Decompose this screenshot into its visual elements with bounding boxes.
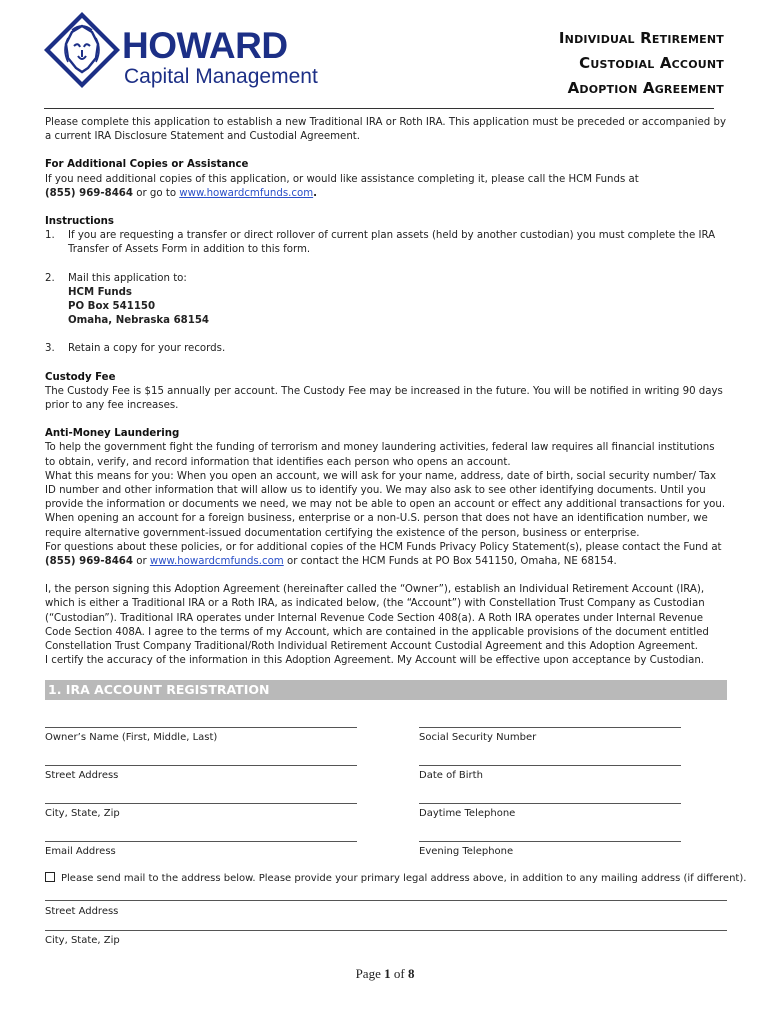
ssn-field[interactable] xyxy=(419,727,681,743)
title-line: Custodial Account xyxy=(579,54,724,72)
document-title xyxy=(559,26,724,101)
field-label: Street Address xyxy=(45,770,119,781)
page-number: Page 1 of 8 xyxy=(355,966,415,981)
mail-address-checkbox[interactable] xyxy=(45,872,55,882)
section-header: 1. IRA ACCOUNT REGISTRATION xyxy=(45,680,727,700)
phone-number: (855) 969-8464 xyxy=(45,556,133,568)
brand-subtitle: Capital Management xyxy=(124,65,318,88)
field-label: Street Address xyxy=(45,906,119,917)
assistance-heading: For Additional Copies or Assistance xyxy=(45,159,249,171)
instructions-list xyxy=(45,229,727,356)
list-item: 1. If you are requesting a transfer or direct rollover of current plan assets (held by another custodian) you must complete the IRA Transfer of Assets Form in addition to this form. xyxy=(45,230,716,256)
field-label: Daytime Telephone xyxy=(419,808,516,819)
checkbox-label: Please send mail to the address below. Please provide your primary legal address above, in addition to any mailing address (if different). xyxy=(61,873,747,884)
aml-paragraph: For questions about these policies, or for additional copies of the HCM Funds Privacy Policy Statement(s), please contact the Fund at (855) 969-8464 or www.howardcmfunds.com or contact the HCM Funds at PO Box 541150, Omaha, NE 68154. xyxy=(45,541,722,568)
evening-telephone-field[interactable] xyxy=(419,841,681,857)
agreement-paragraph: I, the person signing this Adoption Agreement (hereinafter called the “Owner”), establish an Individual Retirement Account (IRA), which is either a Traditional IRA or a Roth IRA, as indicated below, (the “Account”) with Constellation Trust Company as Custodian (“Custodian”). Traditional IRA operates under Internal Revenue Code Section 408(a). A Roth IRA operates under Internal Revenue Code Section 408A. I agree to the terms of my Account, which are contained in the applicable provisions of the document entitled Constellation Trust Company Traditional/Roth Individual Retirement Account Custodial Agreement and this Adoption Agreement. xyxy=(45,584,709,653)
title-line: Individual Retirement xyxy=(558,29,724,47)
phone-number: (855) 969-8464 xyxy=(45,187,133,199)
header-divider xyxy=(44,108,714,109)
instructions-heading: Instructions xyxy=(45,216,114,228)
field-label: Date of Birth xyxy=(419,770,483,781)
list-item: 3. Retain a copy for your records. xyxy=(45,343,226,355)
mailing-address: HCM Funds xyxy=(68,286,132,298)
aml-paragraph: When opening an account for a foreign business, enterprise or a non-U.S. person that does not have an identification number, we require alternative government-issued documentation certifying the existence of the person, business or enterprise. xyxy=(45,513,708,539)
list-item: 2. Mail this application to: HCM Funds PO Box 541150 Omaha, Nebraska 68154 xyxy=(45,272,210,327)
certification-paragraph: I certify the accuracy of the information in this Adoption Agreement. My Account will be effective upon acceptance by Custodian. xyxy=(45,655,705,667)
website-link[interactable]: www.howardcmfunds.com xyxy=(149,556,284,568)
website-link[interactable]: www.howardcmfunds.com xyxy=(179,187,314,199)
aml-paragraph: To help the government fight the funding of terrorism and money laundering activities, federal law requires all financial institutions to obtain, verify, and record information that identifies each person who opens an account. xyxy=(45,442,715,468)
field-label: Owner’s Name (First, Middle, Last) xyxy=(45,732,218,743)
daytime-telephone-field[interactable] xyxy=(419,803,681,819)
field-label: Social Security Number xyxy=(419,732,537,743)
mailing-street-line[interactable] xyxy=(45,900,727,901)
city-state-zip-field[interactable] xyxy=(45,803,357,819)
field-label: City, State, Zip xyxy=(45,808,120,819)
aml-heading: Anti-Money Laundering xyxy=(45,428,180,440)
mailing-city-line[interactable] xyxy=(45,930,727,931)
street-address-field[interactable] xyxy=(45,765,357,781)
logo xyxy=(42,10,342,90)
aml-paragraph: What this means for you: When you open an account, we will ask for your name, address, date of birth, social security number/ Tax ID number and other information that will allow us to identify you. We may also ask to see other identifying documents. Until you provide the information or documents we need, we may not be able to open an account or effect any additional transactions for you. xyxy=(45,470,726,511)
field-label: City, State, Zip xyxy=(45,935,120,946)
lion-crest-icon xyxy=(42,10,122,90)
mail-address-option xyxy=(45,872,746,884)
intro-paragraph: Please complete this application to establish a new Traditional IRA or Roth IRA. This application must be preceded or accompanied by a current IRA Disclosure Statement and Custodial Agreement. xyxy=(45,117,726,143)
brand-name: HOWARD xyxy=(122,25,288,66)
title-line: Adoption Agreement xyxy=(567,79,724,97)
field-label: Evening Telephone xyxy=(419,846,514,857)
custody-fee-paragraph: The Custody Fee is $15 annually per account. The Custody Fee may be increased in the future. You will be notified in writing 90 days prior to any fee increases. xyxy=(45,385,723,412)
assistance-paragraph: If you need additional copies of this application, or would like assistance completing it, please call the HCM Funds at (855) 969-8464 or go to www.howardcmfunds.com. xyxy=(45,173,639,199)
email-field[interactable] xyxy=(45,841,357,857)
custody-fee-heading: Custody Fee xyxy=(45,371,116,383)
field-label: Email Address xyxy=(45,846,116,857)
owner-name-field[interactable] xyxy=(45,727,357,743)
date-of-birth-field[interactable] xyxy=(419,765,681,781)
document-body xyxy=(45,116,727,669)
